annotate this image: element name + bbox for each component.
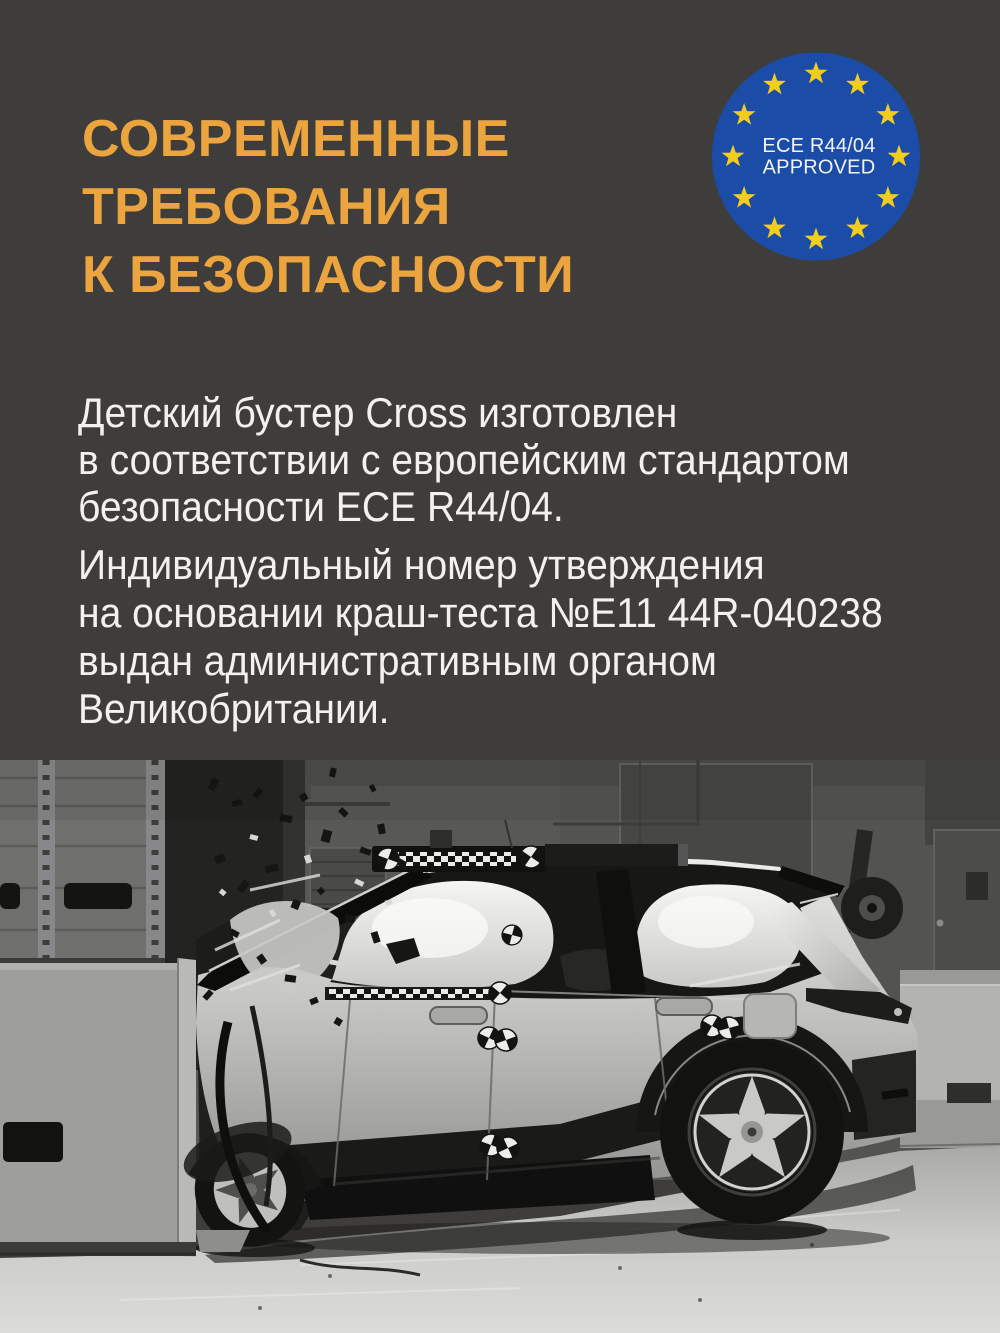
- paragraph-line: выдан административным органом: [78, 637, 717, 684]
- crash-barrier: [0, 958, 196, 1257]
- page-title-line-2: ТРЕБОВАНИЯ: [82, 177, 451, 236]
- badge-text-line1: ECE R44/04: [762, 135, 876, 157]
- crash-test-photo: [0, 760, 1000, 1333]
- paragraph-line: на основании краш-теста №Е11 44R-040238: [78, 589, 883, 636]
- page-title-line-3: К БЕЗОПАСНОСТИ: [82, 245, 575, 304]
- paragraph-line: безопасности ECE R44/04.: [78, 483, 564, 530]
- paragraph-line: Великобритании.: [78, 685, 390, 732]
- paragraph-standard: [78, 389, 850, 530]
- eu-badge-graphic: [711, 52, 921, 262]
- page-title: [82, 105, 574, 309]
- fuel-door: [744, 994, 796, 1038]
- door-handle-rear: [656, 998, 712, 1015]
- badge-text-line2: APPROVED: [762, 156, 876, 179]
- eu-approval-badge: [711, 52, 921, 262]
- paragraph-line: в соответствии с европейским стандартом: [78, 436, 850, 483]
- wall-door: [934, 830, 1000, 975]
- beltline-test-strip: [325, 987, 497, 1000]
- page-title-line-1: СОВРЕМЕННЫЕ: [82, 109, 510, 168]
- door-handle-front: [430, 1007, 487, 1024]
- paragraph-approval-number: [78, 541, 883, 733]
- paragraph-line: Детский бустер Cross изготовлен: [78, 389, 678, 436]
- rear-wheel: [660, 1040, 844, 1224]
- photo-top-shade: [0, 760, 1000, 820]
- paragraph-line: Индивидуальный номер утверждения: [78, 541, 765, 588]
